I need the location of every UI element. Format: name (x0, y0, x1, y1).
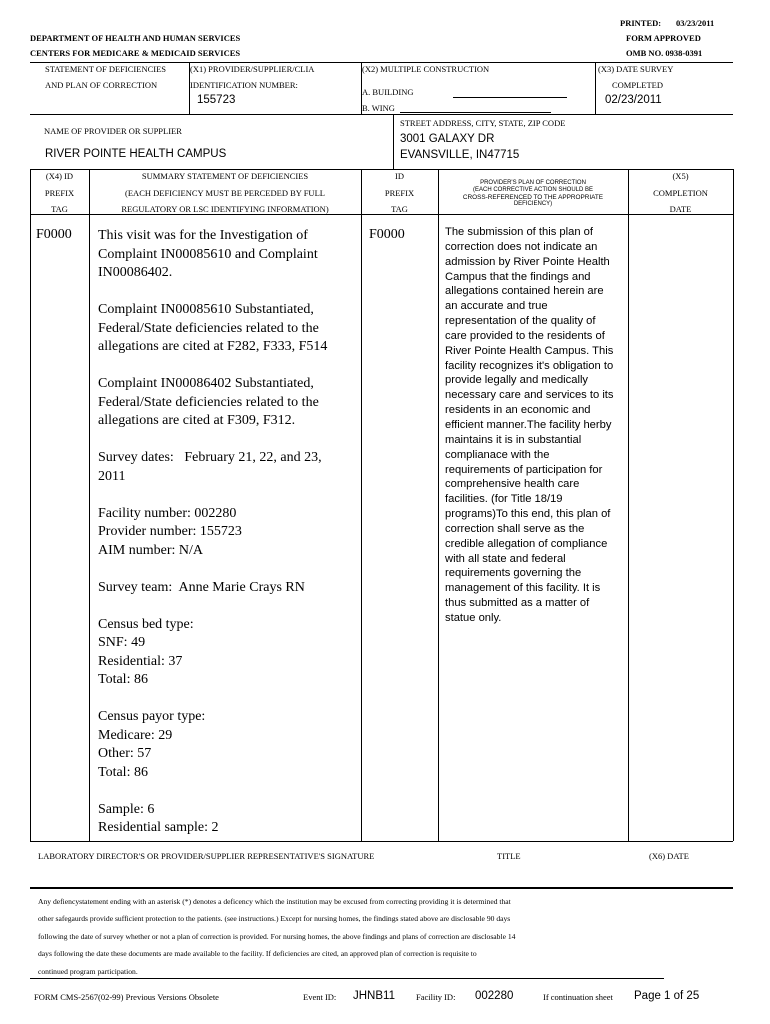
disclaimer-line: continued program participation. (38, 966, 138, 976)
summary-line: Other: 57 (98, 746, 152, 761)
plan-of-correction (445, 225, 614, 626)
x5-header: (X5) (672, 171, 689, 181)
facility-id-value: 002280 (475, 990, 514, 1002)
deficiency-tag: F0000 (36, 227, 72, 242)
response-line: thus submitted as a matter of (445, 597, 590, 610)
event-id-value: JHNB11 (353, 990, 395, 1002)
centers-title: CENTERS FOR MEDICARE & MEDICAID SERVICES (30, 48, 241, 58)
building-line (453, 97, 567, 98)
response-line: requirements of participation for (445, 463, 603, 476)
summary-line: 2011 (98, 468, 126, 484)
summary-line: Survey team: Anne Marie Crays RN (98, 579, 305, 595)
response-line: facilities. (for Title 18/19 (445, 493, 563, 506)
wing-label: B. WING (362, 103, 395, 113)
response-line: credible allegation of compliance (445, 537, 608, 550)
summary-line (98, 431, 327, 450)
plan-label: AND PLAN OF CORRECTION (45, 80, 158, 90)
omb-number: OMB NO. 0938-0391 (626, 48, 703, 58)
summary-line (98, 597, 327, 616)
disclaimer-line: days following the date these documents are made available to the facility. If deficiencies are cited, an approved plan of correction is requisite to (38, 949, 477, 959)
response-line: necessary care and services to its (445, 389, 614, 402)
x3-sublabel: COMPLETED (612, 80, 663, 90)
plan-subheader-2: CROSS-REFERENCED TO THE APPROPRIATE (462, 194, 604, 201)
id-prefix-header: PREFIX (384, 188, 415, 198)
summary-line: Provider number: 155723 (98, 524, 242, 539)
summary-line: IN00086402. (98, 265, 173, 280)
summary-line: Complaint IN00085610 and Complaint (98, 246, 318, 262)
summary-line: Total: 86 (98, 672, 148, 687)
provider-name-value: RIVER POINTE HEALTH CAMPUS (45, 148, 227, 160)
summary-line: Complaint IN00085610 Substantiated, (98, 302, 314, 317)
plan-subheader-3: DEFICIENCY) (513, 201, 553, 207)
response-line: efficient manner.The facility herby (445, 418, 612, 431)
summary-line: Federal/State deficiencies related to the (98, 394, 319, 410)
page-number: Page 1 of 25 (634, 990, 700, 1002)
id-tag-header: TAG (391, 204, 408, 214)
summary-line: Total: 86 (98, 764, 148, 780)
summary-line: Medicare: 29 (98, 727, 173, 743)
response-line: representation of the quality of (445, 315, 596, 328)
x4-tag-header: TAG (51, 204, 68, 214)
summary-line: Census bed type: (98, 616, 194, 632)
title-label: TITLE (497, 851, 521, 861)
x4-prefix-header: PREFIX (44, 188, 75, 198)
response-line: correction does not indicate an (445, 240, 598, 253)
x6-date-label: (X6) DATE (649, 851, 689, 861)
summary-line: allegations are cited at F282, F333, F514 (98, 339, 328, 354)
address-line1: 3001 GALAXY DR (400, 133, 495, 145)
table-left-border (30, 169, 31, 841)
summary-subheader: (EACH DEFICIENCY MUST BE PERCEDED BY FULL (125, 188, 325, 198)
response-line: complianace with the (445, 448, 550, 461)
disclaimer-line: following the date of survey whether or not a plan of correction is provided. For nursing homes, the above findings and plans of correction are disclosable 14 (38, 931, 516, 941)
x1-label: (X1) PROVIDER/SUPPLIER/CLIA (190, 64, 315, 74)
plan-header: PROVIDER'S PLAN OF CORRECTION (480, 180, 586, 186)
summary-line (98, 283, 327, 302)
department-title: DEPARTMENT OF HEALTH AND HUMAN SERVICES (30, 33, 241, 43)
summary-line: SNF: 49 (98, 635, 146, 650)
building-label: A. BUILDING (362, 87, 414, 97)
response-line: requirements governing the (445, 567, 582, 580)
event-id-label: Event ID: (303, 992, 337, 1002)
response-line: maintains it is in substantial (445, 433, 582, 446)
summary-line: Sample: 6 (98, 801, 155, 817)
table-right-border (733, 169, 734, 841)
response-line: correction shall serve as the (445, 522, 585, 535)
printed-date: 03/23/2011 (676, 18, 715, 28)
summary-line (98, 782, 327, 801)
address-label: STREET ADDRESS, CITY, STATE, ZIP CODE (400, 118, 566, 128)
summary-line (98, 357, 327, 376)
response-line: statue only. (445, 611, 502, 624)
summary-line: Census payor type: (98, 709, 206, 724)
continuation-label: If continuation sheet (543, 992, 613, 1002)
response-line: River Pointe Health Campus. This (445, 344, 614, 357)
response-line: allegations contained herein are (445, 285, 604, 298)
response-line: Campus that the findings and (445, 270, 591, 283)
response-line: with all state and federal (445, 552, 566, 565)
response-line: The submission of this plan of (445, 226, 593, 238)
response-line: comprehensive health care (445, 478, 580, 491)
plan-id-tag: F0000 (369, 227, 405, 242)
response-line: admission by River Pointe Health (445, 255, 610, 268)
summary-header: SUMMARY STATEMENT OF DEFICIENCIES (141, 171, 309, 181)
response-line: facility recognizes it's obligation to (445, 359, 614, 372)
statement-label: STATEMENT OF DEFICIENCIES (45, 64, 167, 74)
form-approved: FORM APPROVED (626, 33, 701, 43)
response-line: provide legally and medically (445, 374, 589, 387)
disclaimer-line: Any defiencystatement ending with an asterisk (*) denotes a deficency which the institution may be excused from correcting providing it is determined that (38, 897, 511, 906)
wing-line (400, 112, 551, 113)
summary-line: Federal/State deficiencies related to the (98, 320, 319, 336)
summary-line: Residential: 37 (98, 653, 183, 669)
facility-id-label: Facility ID: (416, 992, 456, 1002)
id-header: ID (395, 171, 404, 181)
summary-line: Facility number: 002280 (98, 505, 237, 521)
summary-line: allegations are cited at F309, F312. (98, 413, 296, 428)
x4-id-header: (X4) ID (45, 171, 74, 181)
response-line: care provided to the residents of (445, 329, 605, 342)
summary-line: Complaint IN00086402 Substantiated, (98, 376, 314, 391)
summary-line: AIM number: N/A (98, 542, 203, 558)
summary-subheader-2: REGULATORY OR LSC IDENTIFYING INFORMATION) (121, 204, 329, 214)
response-line: residents in an economic and (445, 404, 591, 417)
plan-subheader: (EACH CORRECTIVE ACTION SHOULD BE (472, 187, 594, 193)
x2-label: (X2) MULTIPLE CONSTRUCTION (362, 64, 490, 74)
summary-line (98, 560, 327, 579)
summary-line (98, 486, 327, 505)
summary-line: Survey dates: February 21, 22, and 23, (98, 450, 322, 465)
summary-line (98, 690, 327, 709)
x3-label: (X3) DATE SURVEY (598, 64, 674, 74)
provider-name-label: NAME OF PROVIDER OR SUPPLIER (44, 126, 182, 136)
printed-label: PRINTED: (620, 18, 662, 28)
response-line: an accurate and true (445, 300, 548, 313)
response-line: programs)To this end, this plan of (445, 508, 611, 521)
response-line: management of this facility. It is (445, 582, 601, 595)
disclaimer-line: other safegaurds provide sufficient protection to the patients. (see instructions.) Except for nursing homes, the findings stated above are disclosable 90 days (38, 914, 511, 924)
completion-header: COMPLETION (653, 188, 708, 198)
disclaimer (38, 893, 515, 980)
summary-line: Residential sample: 2 (98, 820, 219, 835)
summary-line: This visit was for the Investigation of (98, 228, 308, 243)
provider-id-value: 155723 (197, 94, 236, 106)
address-line2: EVANSVILLE, IN47715 (400, 149, 520, 161)
signature-label: LABORATORY DIRECTOR'S OR PROVIDER/SUPPLIER REPRESENTATIVE'S SIGNATURE (38, 851, 375, 861)
survey-date-value: 02/23/2011 (605, 94, 662, 106)
summary-statement (98, 227, 327, 838)
x1-sublabel: IDENTIFICATION NUMBER: (190, 80, 298, 90)
date-header: DATE (669, 204, 692, 214)
form-number: FORM CMS-2567(02-99) Previous Versions Obsolete (34, 992, 219, 1002)
